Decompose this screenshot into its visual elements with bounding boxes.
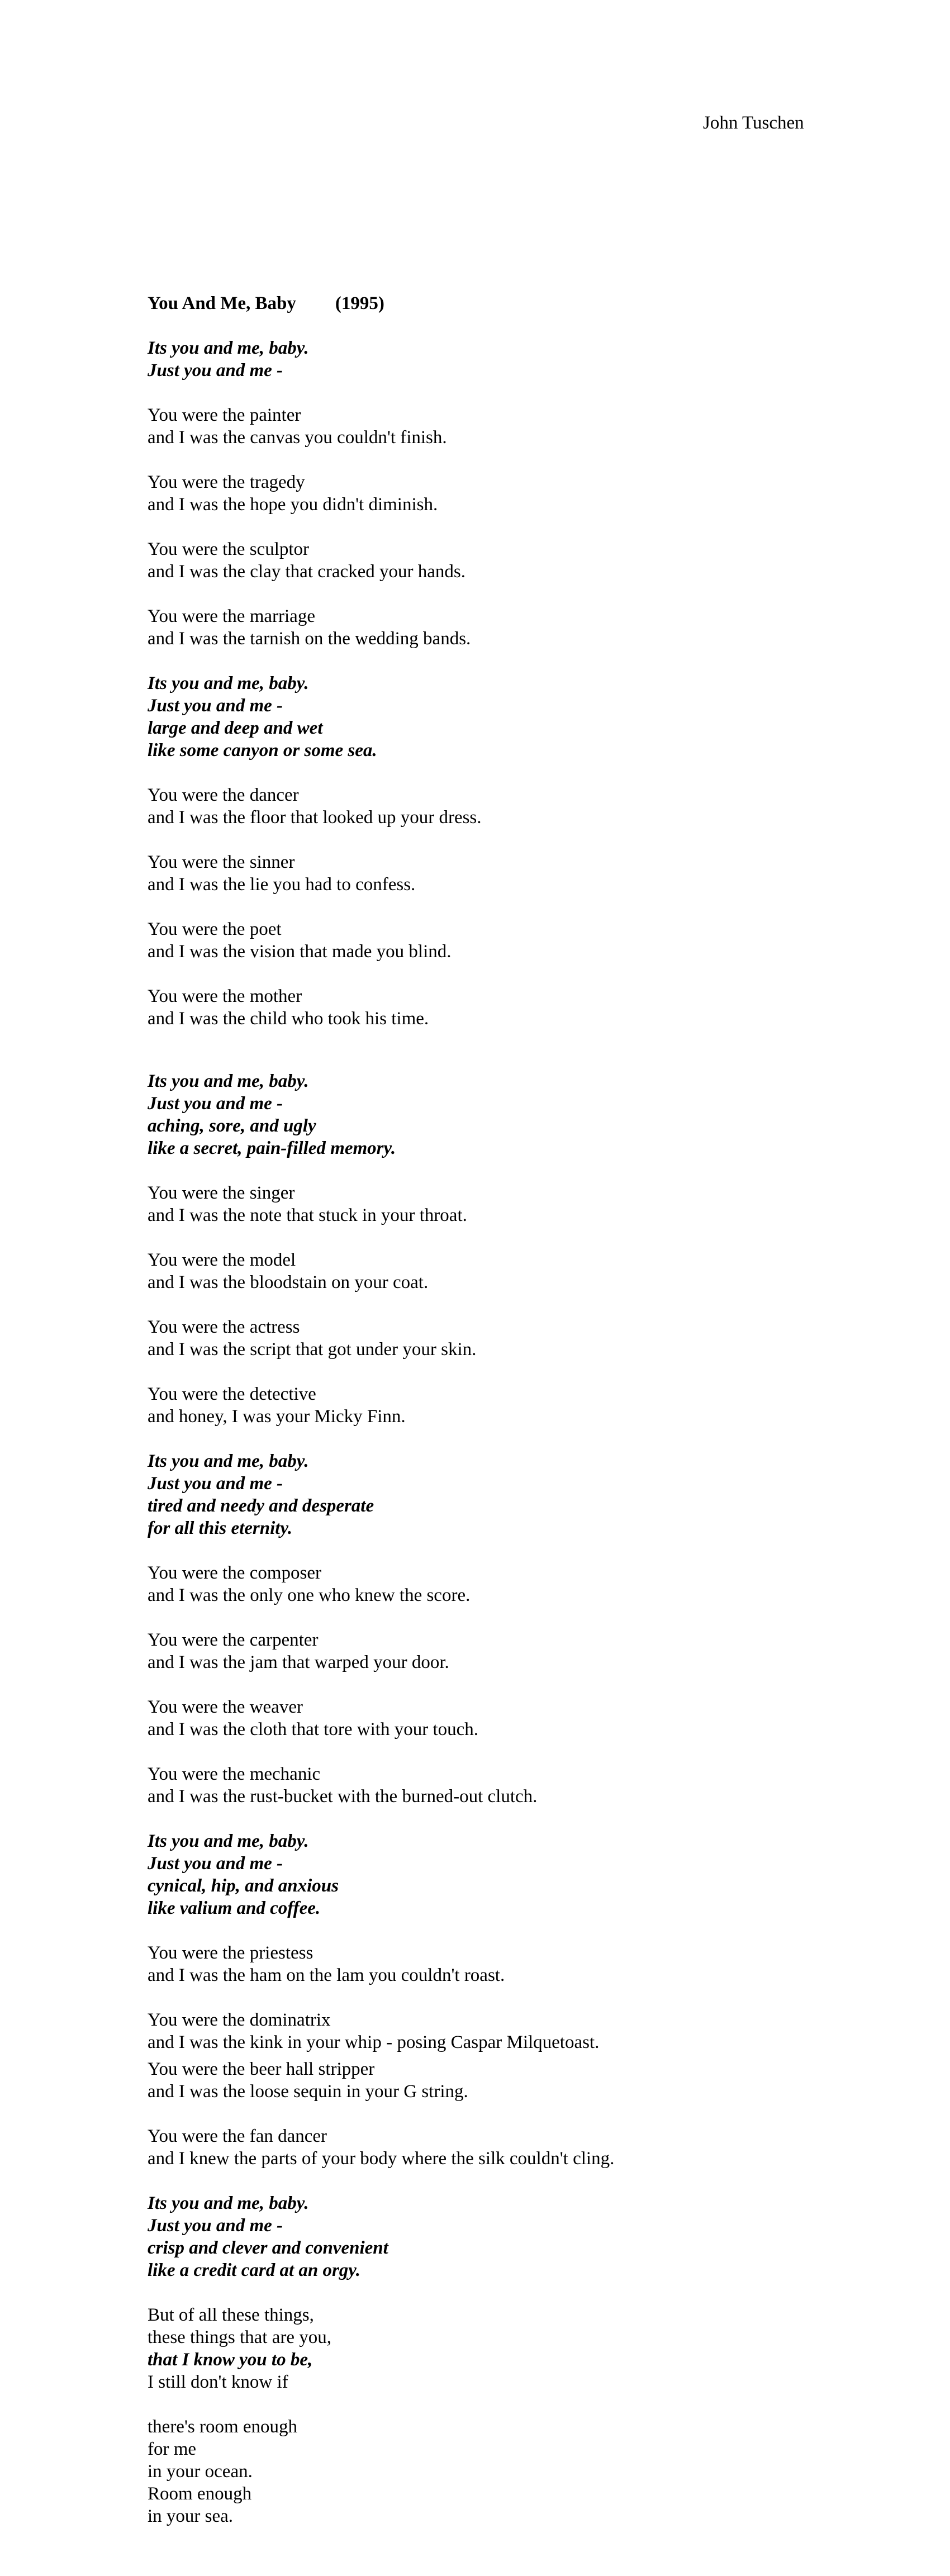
- chorus-line: Its you and me, baby.: [148, 1451, 309, 1471]
- couplet-stanza: [148, 1629, 874, 1674]
- poem-line: You were the poet: [148, 919, 282, 939]
- couplet-stanza: [148, 2009, 874, 2054]
- couplet-stanza: [148, 784, 874, 829]
- poem-line: You were the priestess: [148, 1943, 314, 1963]
- poem-line: You were the marriage: [148, 606, 315, 626]
- couplet-stanza: [148, 538, 874, 583]
- couplet-stanza: [148, 605, 874, 650]
- chorus-line: Just you and me -: [148, 1853, 283, 1874]
- chorus-line: cynical, hip, and anxious: [148, 1876, 339, 1896]
- poem-line: Room enough: [148, 2484, 252, 2504]
- poem-line: You were the fan dancer: [148, 2126, 327, 2146]
- chorus-line: like valium and coffee.: [148, 1898, 321, 1918]
- poem-line: and I was the cloth that tore with your touch.: [148, 1719, 479, 1739]
- poem-line: and I was the canvas you couldn't finish.: [148, 427, 447, 448]
- couplet-stanza: [148, 1316, 874, 1361]
- poem-line: and I was the loose sequin in your G string.: [148, 2081, 468, 2102]
- poem-line: and I was the kink in your whip - posing Caspar Milquetoast.: [148, 2032, 600, 2052]
- poem-line: and I was the tarnish on the wedding bands.: [148, 629, 471, 649]
- poem: [148, 292, 874, 2550]
- chorus-stanza: [148, 337, 874, 382]
- couplet-stanza: [148, 2058, 874, 2103]
- poem-line: and I was the clay that cracked your hands.: [148, 562, 466, 582]
- couplet-stanza: [148, 1696, 874, 1741]
- chorus-line: for all this eternity.: [148, 1518, 293, 1538]
- couplet-stanza: [148, 1249, 874, 1294]
- chorus-line: Just you and me -: [148, 2216, 283, 2236]
- chorus-line: like some canyon or some sea.: [148, 740, 377, 761]
- couplet-stanza: [148, 985, 874, 1030]
- poem-line: and I was the bloodstain on your coat.: [148, 1272, 429, 1292]
- poem-year: (1995): [335, 293, 384, 313]
- poem-line: You were the sinner: [148, 852, 295, 872]
- chorus-line: Its you and me, baby.: [148, 673, 309, 693]
- couplet-stanza: [148, 404, 874, 449]
- poem-line: You were the mechanic: [148, 1764, 321, 1784]
- couplet-stanza: [148, 2125, 874, 2170]
- chorus-stanza: [148, 1830, 874, 1919]
- poem-line: You were the singer: [148, 1183, 295, 1203]
- poem-line: You were the composer: [148, 1563, 322, 1583]
- poem-line: You were the beer hall stripper: [148, 2059, 375, 2079]
- chorus-line: Its you and me, baby.: [148, 1831, 309, 1851]
- chorus-stanza: [148, 1450, 874, 1539]
- poem-line: You were the carpenter: [148, 1630, 319, 1650]
- couplet-stanza: [148, 1763, 874, 1808]
- poem-line: You were the weaver: [148, 1697, 303, 1717]
- poem-line: and honey, I was your Micky Finn.: [148, 1406, 406, 1427]
- chorus-line: Just you and me -: [148, 1094, 283, 1114]
- couplet-stanza: [148, 1182, 874, 1227]
- couplet-stanza: [148, 851, 874, 896]
- couplet-stanza: [148, 1383, 874, 1428]
- chorus-line: aching, sore, and ugly: [148, 1116, 316, 1136]
- poem-line: You were the detective: [148, 1384, 316, 1404]
- poem-line: and I knew the parts of your body where the silk couldn't cling.: [148, 2149, 615, 2169]
- chorus-line: Just you and me -: [148, 360, 283, 381]
- closing-stanza: [148, 2304, 874, 2393]
- poem-line: and I was the lie you had to confess.: [148, 874, 416, 895]
- chorus-stanza: [148, 1070, 874, 1159]
- closing-stanza: [148, 2416, 874, 2527]
- poem-line: in your ocean.: [148, 2461, 253, 2482]
- poem-line: and I was the rust-bucket with the burned-out clutch.: [148, 1786, 538, 1807]
- chorus-stanza: [148, 2192, 874, 2282]
- couplet-stanza: [148, 471, 874, 516]
- poem-line: You were the dancer: [148, 785, 299, 805]
- poem-title-row: [148, 292, 874, 315]
- poem-line: and I was the vision that made you blind.: [148, 942, 452, 962]
- poem-line: and I was the floor that looked up your dress.: [148, 807, 482, 828]
- poem-line: You were the sculptor: [148, 539, 310, 559]
- couplet-stanza: [148, 1562, 874, 1607]
- chorus-line: like a secret, pain-filled memory.: [148, 1138, 396, 1158]
- poem-line: and I was the note that stuck in your throat.: [148, 1205, 467, 1225]
- poem-line: You were the tragedy: [148, 472, 305, 492]
- poem-line: for me: [148, 2439, 197, 2459]
- poem-line: there's room enough: [148, 2417, 298, 2437]
- poem-line: and I was the ham on the lam you couldn't roast.: [148, 1965, 505, 1985]
- couplet-stanza: [148, 1942, 874, 1986]
- poem-line-emphasis: that I know you to be,: [148, 2350, 313, 2370]
- poem-line: and I was the script that got under your skin.: [148, 1339, 477, 1360]
- poem-line: You were the painter: [148, 405, 301, 425]
- poem-line: and I was the only one who knew the score.: [148, 1585, 471, 1605]
- chorus-line: Its you and me, baby.: [148, 1071, 309, 1091]
- poem-line: and I was the child who took his time.: [148, 1009, 429, 1029]
- couplet-stanza: [148, 918, 874, 963]
- poem-line: and I was the jam that warped your door.: [148, 1652, 449, 1672]
- chorus-stanza: [148, 672, 874, 762]
- chorus-line: Just you and me -: [148, 1474, 283, 1494]
- poem-line: You were the model: [148, 1250, 296, 1270]
- poem-line: in your sea.: [148, 2506, 234, 2526]
- poem-line: these things that are you,: [148, 2327, 332, 2347]
- author-name: John Tuschen: [703, 113, 804, 133]
- chorus-line: tired and needy and desperate: [148, 1496, 374, 1516]
- chorus-line: large and deep and wet: [148, 718, 323, 738]
- chorus-line: Its you and me, baby.: [148, 338, 309, 358]
- poem-line: and I was the hope you didn't diminish.: [148, 495, 438, 515]
- chorus-line: like a credit card at an orgy.: [148, 2260, 360, 2280]
- poem-title: You And Me, Baby: [148, 293, 296, 313]
- poem-line: You were the dominatrix: [148, 2010, 331, 2030]
- poem-line: I still don't know if: [148, 2372, 288, 2392]
- poem-line: You were the mother: [148, 986, 302, 1006]
- chorus-line: Its you and me, baby.: [148, 2193, 309, 2213]
- chorus-line: Just you and me -: [148, 696, 283, 716]
- poem-line: But of all these things,: [148, 2305, 314, 2325]
- poem-line: You were the actress: [148, 1317, 300, 1337]
- chorus-line: crisp and clever and convenient: [148, 2238, 388, 2258]
